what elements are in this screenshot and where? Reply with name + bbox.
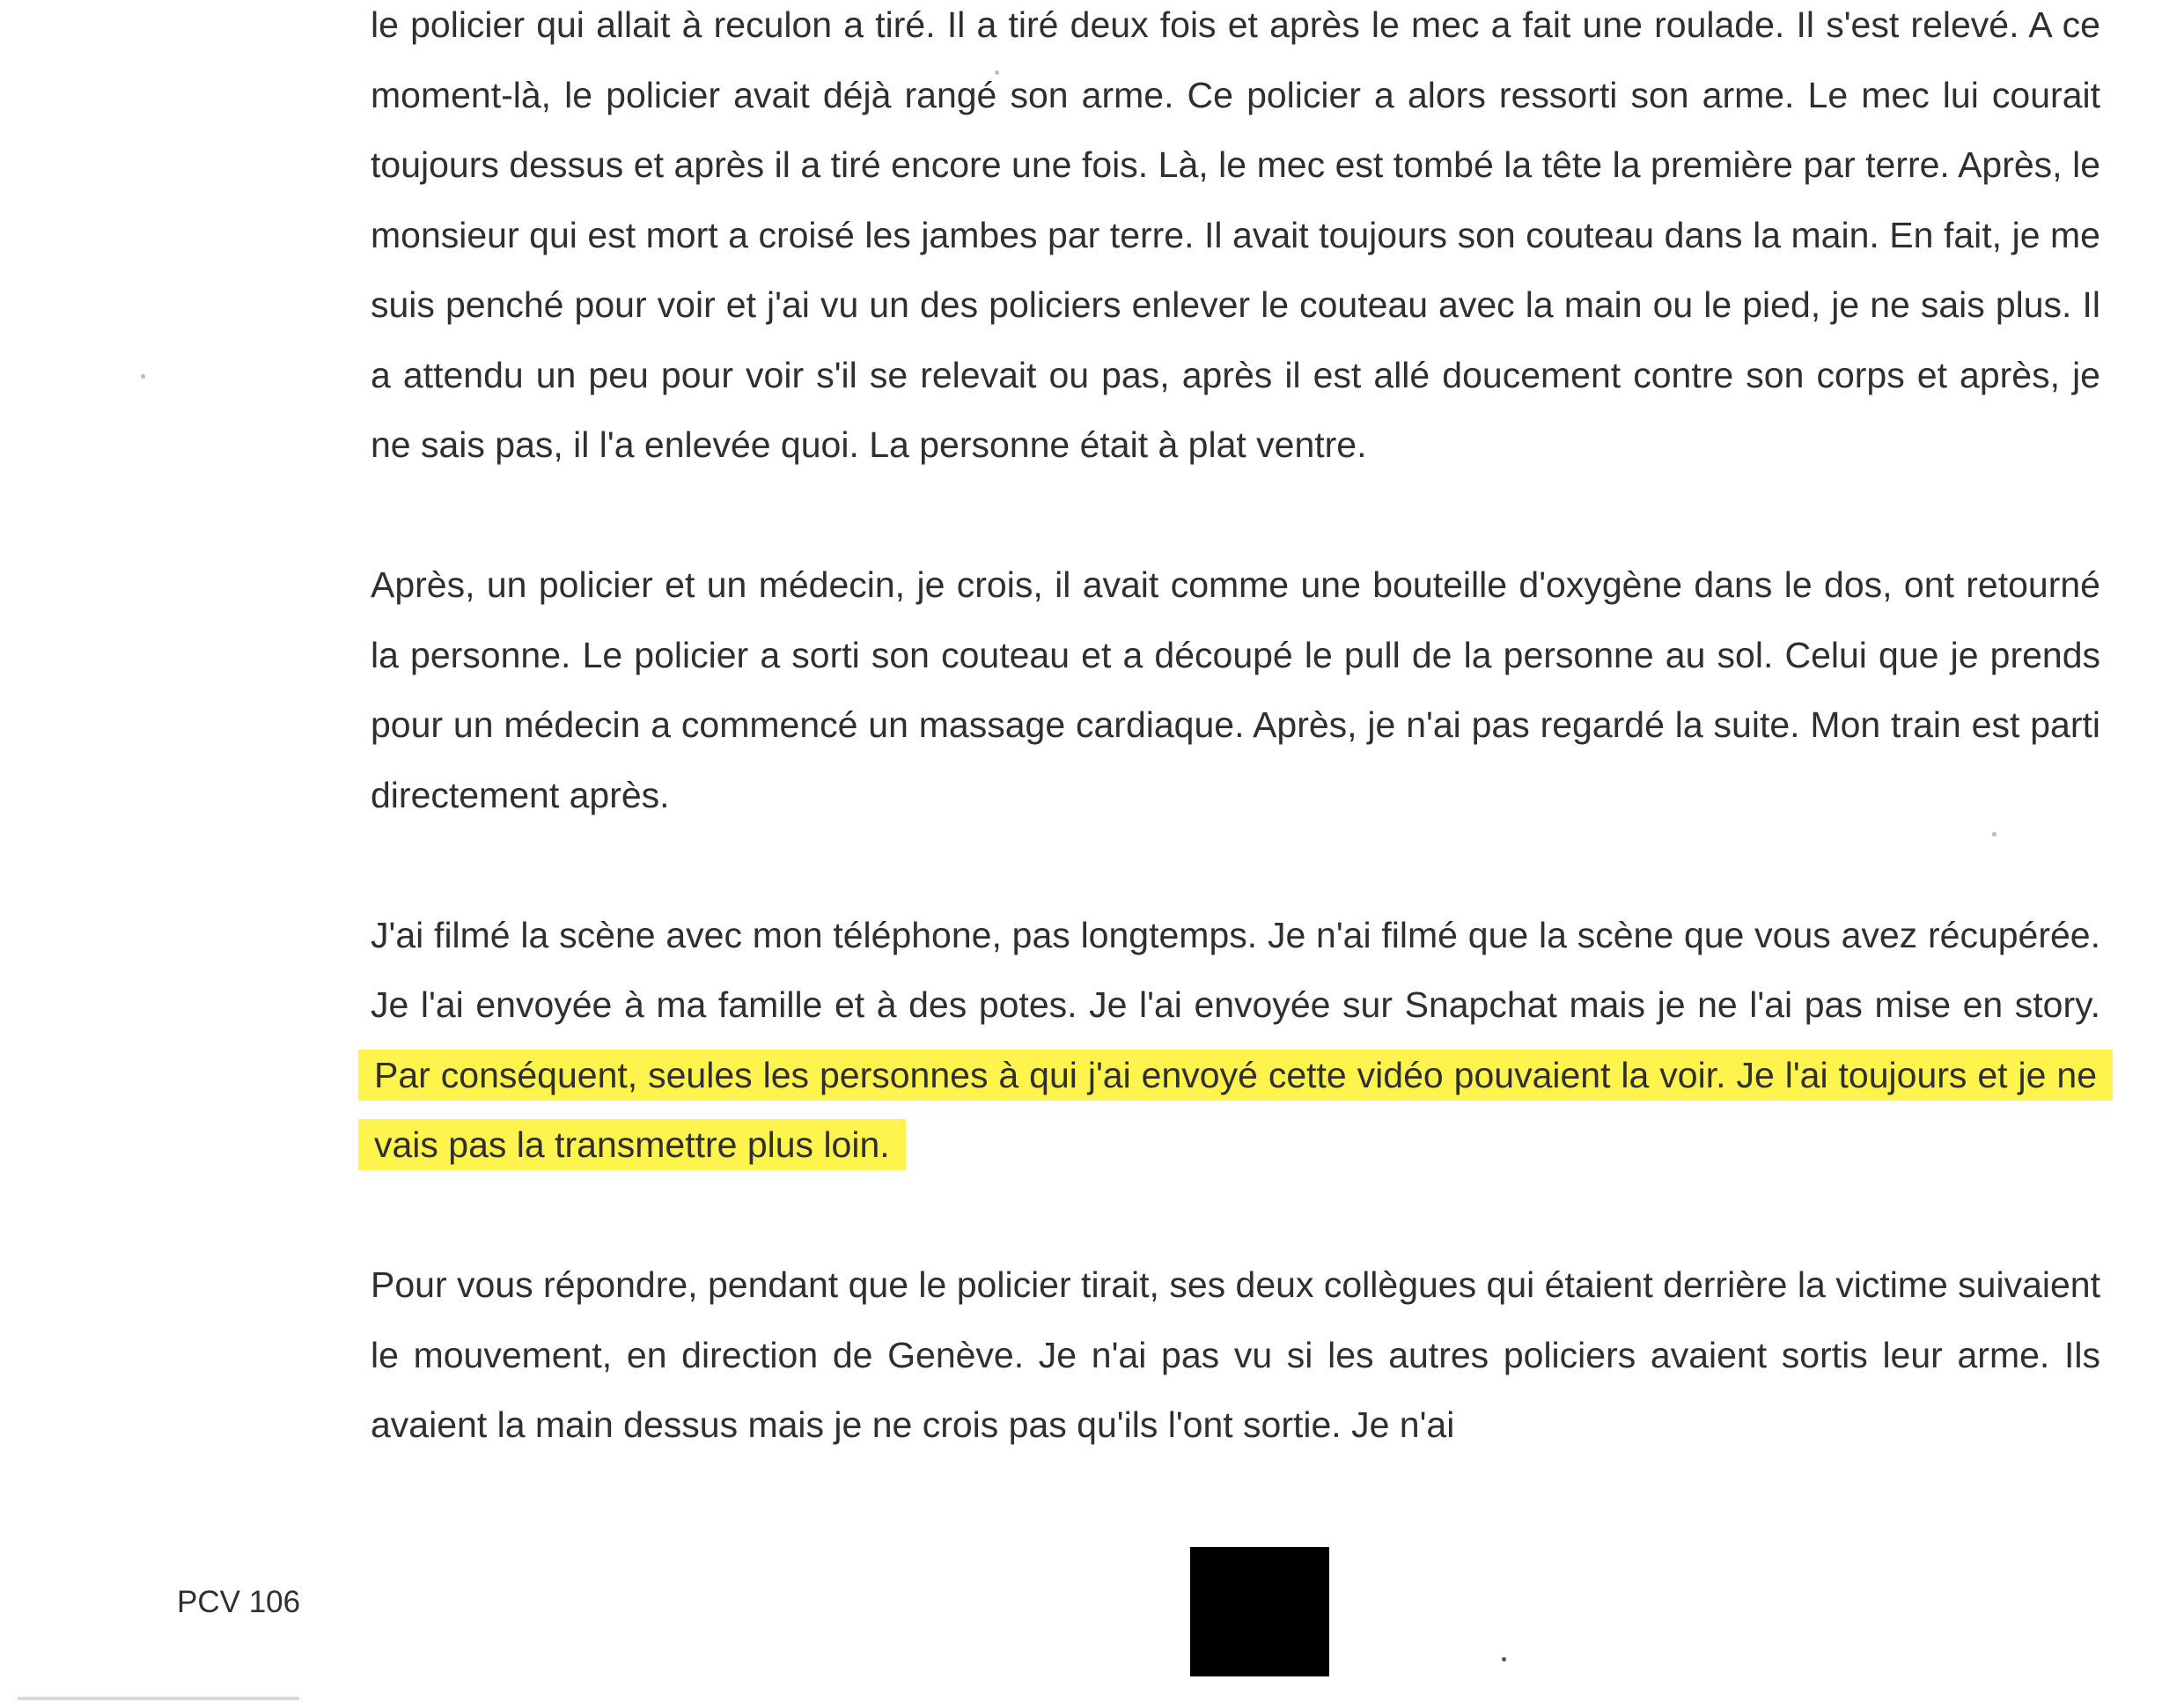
paragraph-4 (371, 1250, 2100, 1461)
scan-speck (1992, 832, 1996, 836)
paragraph-3 (371, 901, 2100, 1181)
paragraph-2-text: Après, un policier et un médecin, je crois, il avait comme une bouteille d'oxygène dans le dos, ont retourné la personne. Le policier a sorti son couteau et a découpé le pull de la personne au sol. Celui que je prends pour un médecin a commencé un massage cardiaque. Après, je n'ai pas regardé la suite. Mon train est parti directement après. (371, 564, 2100, 815)
paragraph-2 (371, 550, 2100, 830)
redaction-box (1190, 1547, 1329, 1676)
page-reference-code: PCV 106 (177, 1585, 301, 1619)
paragraph-4-text: Pour vous répondre, pendant que le policier tirait, ses deux collègues qui étaient derrière la victime suivaient le mouvement, en direction de Genève. Je n'ai pas vu si les autres policiers avaient sortis leur arme. Ils avaient la main dessus mais je ne crois pas qu'ils l'ont sortie. Je n'ai (371, 1264, 2100, 1445)
paragraph-1 (371, 0, 2100, 481)
paragraph-1-text: le policier qui allait à reculon a tiré. Il a tiré deux fois et après le mec a fait une roulade. Il s'est relevé. A ce moment-là, le policier avait déjà rangé son arme. Ce policier a alors ressorti son arme. Le mec lui courait toujours dessus et après il a tiré encore une fois. Là, le mec est tombé la tête la première par terre. Après, le monsieur qui est mort a croisé les jambes par terre. Il avait toujours son couteau dans la main. En fait, je me suis penché pour voir et j'ai vu un des policiers enlever le couteau avec la main ou le pied, je ne sais plus. Il a attendu un peu pour voir s'il se relevait ou pas, après il est allé doucement contre son corps et après, je ne sais pas, il l'a enlevée quoi. La personne était à plat ventre. (371, 4, 2100, 465)
scan-edge-line (18, 1697, 299, 1700)
scan-speck (995, 70, 999, 75)
scan-speck (141, 374, 145, 379)
scan-speck (1502, 1657, 1506, 1661)
body-text (371, 0, 2100, 1461)
paragraph-3-text: J'ai filmé la scène avec mon téléphone, pas longtemps. Je n'ai filmé que la scène que vous avez récupérée. Je l'ai envoyée à ma famille et à des potes. Je l'ai envoyée sur Snapchat mais je ne l'ai pas mise en story. (371, 914, 2100, 1025)
highlighted-passage: Par conséquent, seules les personnes à qui j'ai envoyé cette vidéo pouvaient la voir. Je l'ai toujours et je ne vais pas la transmettre plus loin. (358, 1050, 2113, 1171)
